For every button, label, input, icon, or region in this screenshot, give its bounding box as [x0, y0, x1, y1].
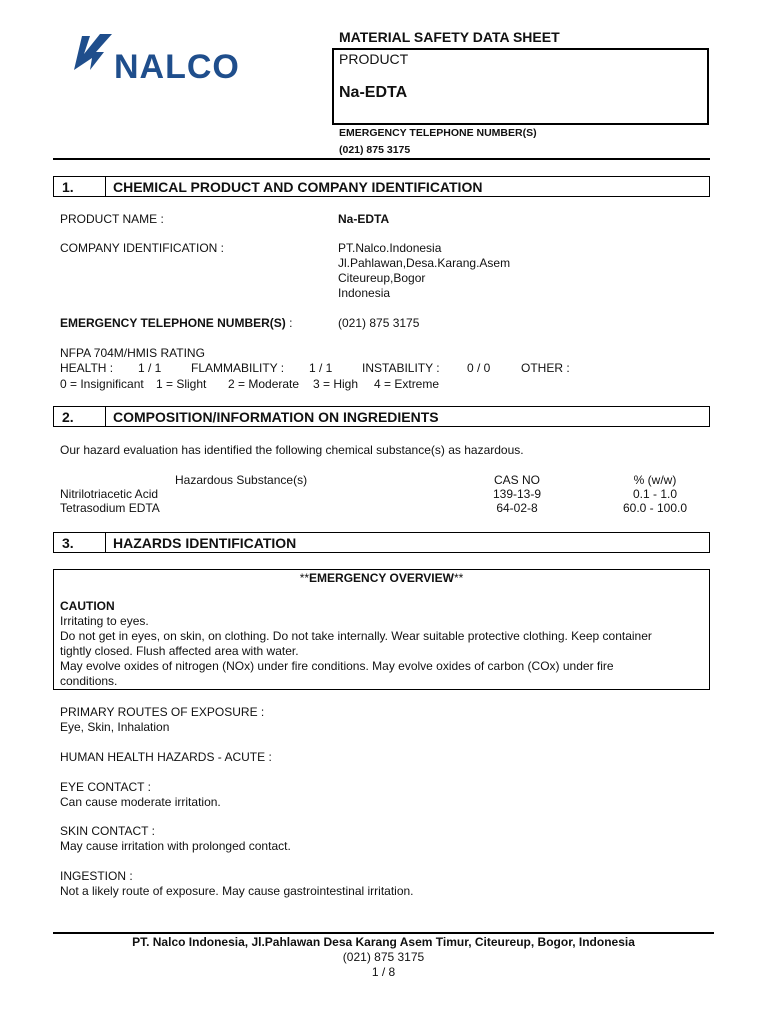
- instability-label: INSTABILITY :: [362, 361, 440, 375]
- overview-line: May evolve oxides of nitrogen (NOx) under fire conditions. May evolve oxides of carbon (COx) under fire: [60, 659, 614, 673]
- emergency-row-colon: :: [285, 316, 293, 330]
- health-label: HEALTH :: [60, 361, 114, 375]
- emergency-row: [60, 316, 292, 331]
- footer-phone: (021) 875 3175: [342, 950, 425, 964]
- overview-line: Irritating to eyes.: [60, 614, 149, 628]
- rating-scale-3: 3 = High: [313, 377, 359, 391]
- table-row-pct: 0.1 - 1.0: [632, 487, 678, 501]
- section-number: 3.: [62, 535, 74, 551]
- product-name-label: PRODUCT NAME :: [60, 212, 164, 226]
- emergency-label: EMERGENCY TELEPHONE NUMBER(S): [339, 127, 537, 139]
- overview-line: conditions.: [60, 674, 118, 688]
- col-cas-header: CAS NO: [493, 473, 540, 487]
- company-line: Jl.Pahlawan,Desa.Karang.Asem: [338, 256, 511, 270]
- section-1-header: [53, 176, 710, 197]
- product-label: PRODUCT: [339, 51, 409, 67]
- table-row-pct: 60.0 - 100.0: [622, 501, 688, 515]
- company-label: COMPANY IDENTIFICATION :: [60, 241, 225, 255]
- overview-line: Do not get in eyes, on skin, on clothing. Do not take internally. Wear suitable protective clothing. Keep container: [60, 629, 652, 643]
- overview-prefix: **: [299, 571, 310, 585]
- section-number: 1.: [62, 179, 74, 195]
- nalco-logo: [68, 30, 248, 90]
- overview-text: [60, 614, 705, 689]
- skin-contact-value: May cause irritation with prolonged contact.: [60, 839, 291, 853]
- table-row-cas: 139-13-9: [492, 487, 542, 501]
- health-value: 1 / 1: [138, 361, 162, 375]
- other-label: OTHER :: [521, 361, 570, 375]
- routes-value: Eye, Skin, Inhalation: [60, 720, 170, 734]
- company-line: Citeureup,Bogor: [338, 271, 426, 285]
- section-number: 2.: [62, 409, 74, 425]
- section-divider: [105, 533, 106, 552]
- document-title: MATERIAL SAFETY DATA SHEET: [339, 29, 560, 45]
- instability-value: 0 / 0: [467, 361, 491, 375]
- table-row-name: Nitrilotriacetic Acid: [60, 487, 159, 501]
- brand-name: NALCO: [114, 48, 240, 86]
- eye-contact-label: EYE CONTACT :: [60, 780, 151, 794]
- section-divider: [105, 177, 106, 196]
- page-number: 1 / 8: [371, 965, 396, 979]
- emergency-row-label: EMERGENCY TELEPHONE NUMBER(S): [60, 316, 286, 330]
- section-title: HAZARDS IDENTIFICATION: [113, 535, 297, 551]
- overview-suffix: **: [453, 571, 464, 585]
- eye-contact-value: Can cause moderate irritation.: [60, 795, 221, 809]
- section-2-header: [53, 406, 710, 427]
- routes-label: PRIMARY ROUTES OF EXPOSURE :: [60, 705, 265, 719]
- product-name-value: Na-EDTA: [338, 212, 390, 226]
- caution-label: CAUTION: [60, 599, 115, 613]
- footer-address: PT. Nalco Indonesia, Jl.Pahlawan Desa Karang Asem Timur, Citeureup, Bogor, Indonesia: [132, 935, 635, 949]
- skin-contact-label: SKIN CONTACT :: [60, 824, 155, 838]
- acute-label: HUMAN HEALTH HAZARDS - ACUTE :: [60, 750, 272, 764]
- table-row-name: Tetrasodium EDTA: [60, 501, 160, 515]
- product-name: Na-EDTA: [339, 84, 408, 101]
- emergency-row-value: (021) 875 3175: [338, 316, 420, 330]
- rating-scale-1: 1 = Slight: [156, 377, 207, 391]
- rating-scale-4: 4 = Extreme: [374, 377, 440, 391]
- company-address: [338, 241, 510, 301]
- company-line: PT.Nalco.Indonesia: [338, 241, 442, 255]
- overview-line: tightly closed. Flush affected area with water.: [60, 644, 299, 658]
- header-divider: [53, 158, 710, 160]
- nalco-logo-icon: [70, 32, 114, 72]
- section-divider: [105, 407, 106, 426]
- col-substance-header: Hazardous Substance(s): [175, 473, 308, 487]
- ingestion-label: INGESTION :: [60, 869, 133, 883]
- hazard-intro: Our hazard evaluation has identified the following chemical substance(s) as hazardous.: [60, 443, 524, 457]
- nfpa-label: NFPA 704M/HMIS RATING: [60, 346, 205, 360]
- overview-title-text: EMERGENCY OVERVIEW: [309, 571, 454, 585]
- rating-scale-2: 2 = Moderate: [228, 377, 300, 391]
- company-line: Indonesia: [338, 286, 391, 300]
- section-3-header: [53, 532, 710, 553]
- flammability-label: FLAMMABILITY :: [191, 361, 285, 375]
- rating-scale-0: 0 = Insignificant: [60, 377, 144, 391]
- footer-divider: [53, 932, 714, 934]
- table-row-cas: 64-02-8: [496, 501, 538, 515]
- emergency-phone: (021) 875 3175: [339, 144, 411, 156]
- section-title: CHEMICAL PRODUCT AND COMPANY IDENTIFICATION: [113, 179, 483, 195]
- flammability-value: 1 / 1: [309, 361, 333, 375]
- emergency-overview-title: [53, 571, 710, 586]
- ingestion-value: Not a likely route of exposure. May cause gastrointestinal irritation.: [60, 884, 414, 898]
- col-pct-header: % (w/w): [633, 473, 677, 487]
- section-title: COMPOSITION/INFORMATION ON INGREDIENTS: [113, 409, 439, 425]
